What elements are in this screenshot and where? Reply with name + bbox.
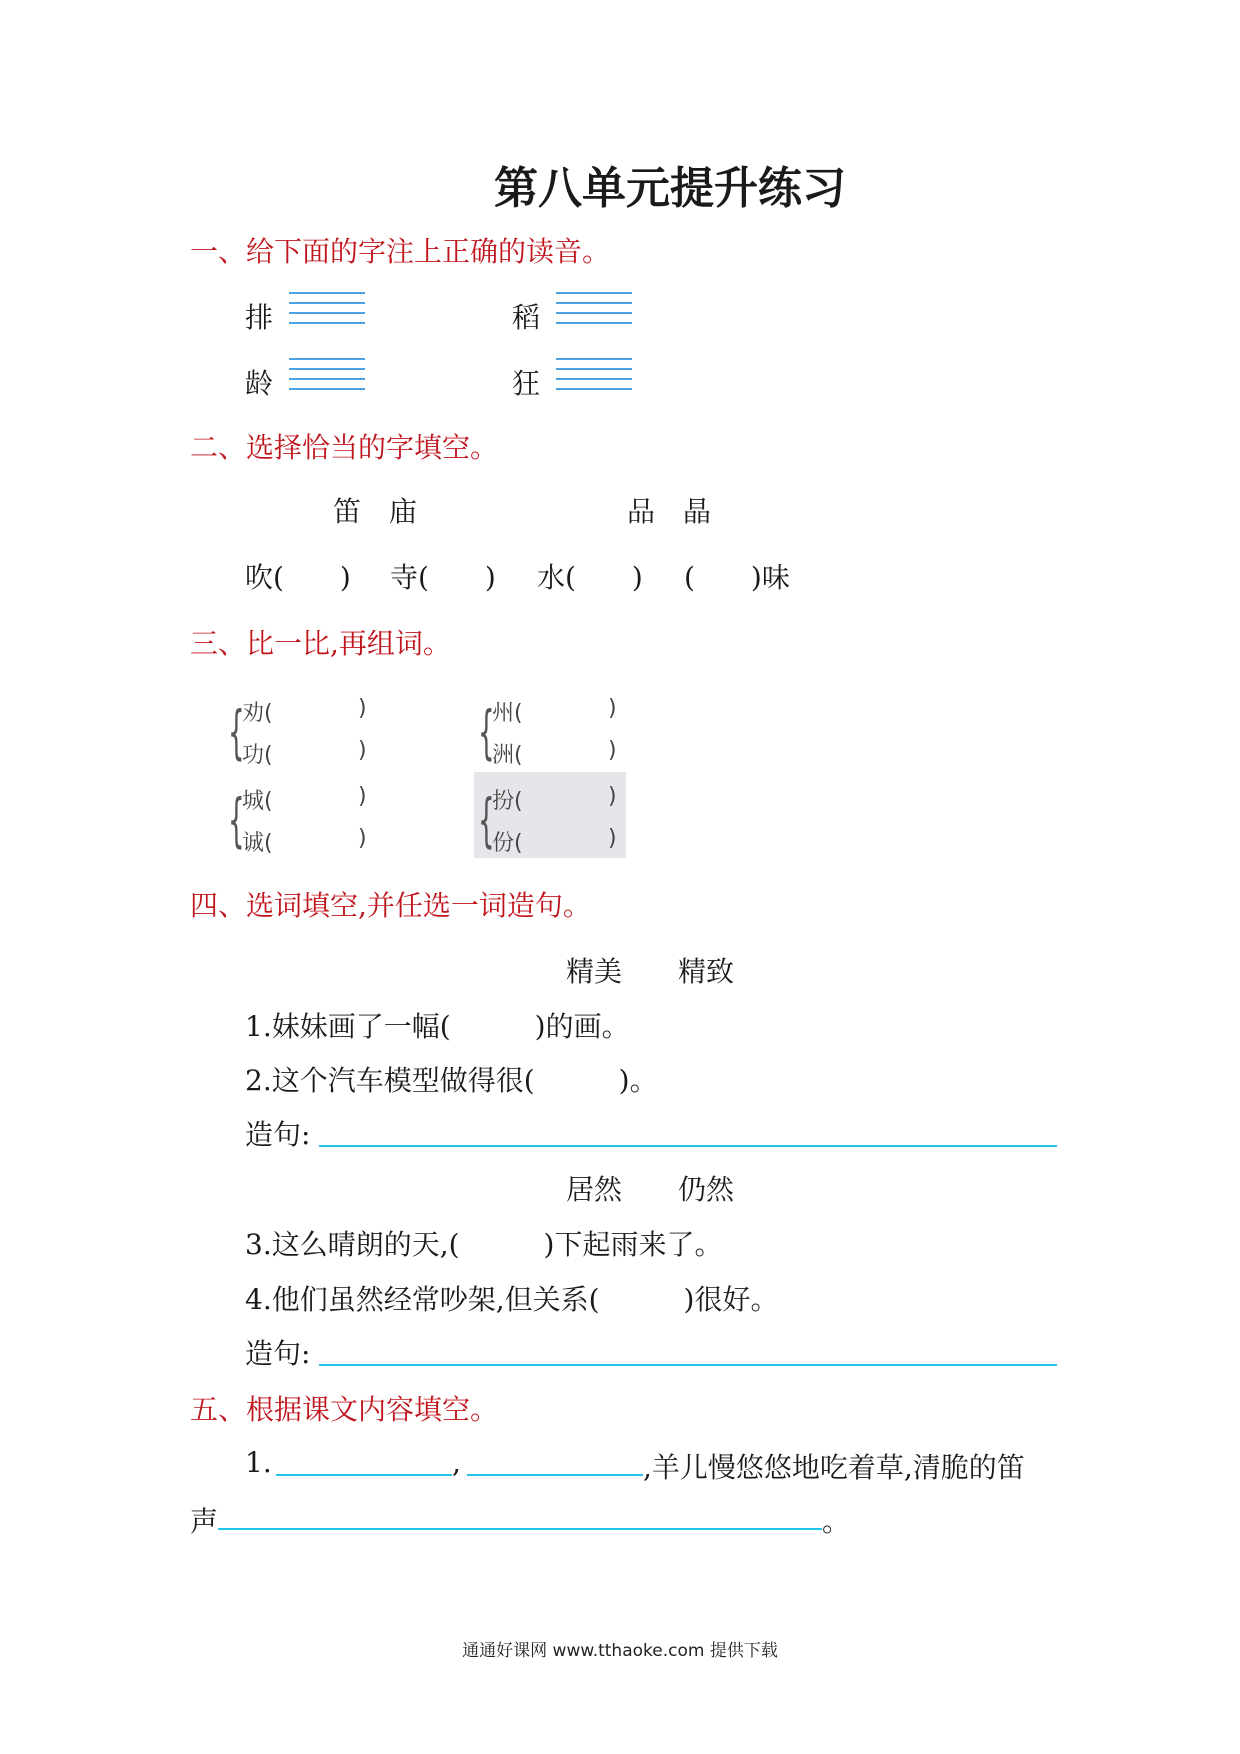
section-1-heading: 一、给下面的字注上正确的读音。: [190, 235, 611, 268]
fill-line-1[interactable]: [276, 1474, 452, 1476]
blank-si[interactable]: 寺( ): [390, 561, 496, 594]
sentence-line-1[interactable]: [319, 1145, 1057, 1147]
pair-4-a-close: ): [608, 784, 617, 809]
char-dao: 稻: [512, 301, 541, 334]
pair-3-b[interactable]: 诚(: [242, 831, 273, 856]
pair-2-b-close: ): [608, 738, 617, 763]
pair-1-a[interactable]: 劝(: [242, 701, 273, 726]
pair-1-a-close: ): [358, 696, 367, 721]
compare-pair-3: [228, 784, 388, 864]
footer-text: 通通好课网 www.tthaoke.com 提供下载: [462, 1641, 778, 1661]
brace-icon: {: [478, 786, 495, 854]
pinyin-lines-2[interactable]: [556, 292, 632, 322]
sentence-line-2[interactable]: [319, 1364, 1057, 1366]
char-ling: 龄: [245, 367, 274, 400]
brace-icon: {: [478, 698, 495, 766]
section-4-heading: 四、选词填空,并任选一词造句。: [190, 889, 591, 922]
question-2[interactable]: 2.这个汽车模型做得很( )。: [245, 1064, 658, 1097]
make-sentence-label-2: 造句:: [245, 1337, 311, 1370]
question-3[interactable]: 3.这么晴朗的天,( )下起雨来了。: [245, 1228, 723, 1261]
pair-4-b-close: ): [608, 826, 617, 851]
word-choices-2: 居然 仍然: [566, 1173, 735, 1206]
blank-chui[interactable]: 吹( ): [245, 561, 351, 594]
section-2-heading: 二、选择恰当的字填空。: [190, 431, 499, 464]
pinyin-lines-4[interactable]: [556, 358, 632, 388]
fill-text: ,羊儿慢悠悠地吃着草,清脆的笛: [643, 1451, 1025, 1484]
brace-icon: {: [228, 786, 245, 854]
fill-line-2[interactable]: [467, 1474, 643, 1476]
compare-pair-4: [478, 784, 638, 864]
brace-icon: {: [228, 698, 245, 766]
pair-3-a[interactable]: 城(: [242, 789, 273, 814]
pair-1-b-close: ): [358, 738, 367, 763]
char-pai: 排: [245, 301, 274, 334]
make-sentence-label-1: 造句:: [245, 1118, 311, 1151]
compare-pair-2: [478, 696, 638, 776]
fill-line2-start: 声: [190, 1505, 219, 1538]
question-4[interactable]: 4.他们虽然经常吵架,但关系( )很好。: [245, 1283, 779, 1316]
pair-4-a[interactable]: 扮(: [492, 789, 523, 814]
pair-3-a-close: ): [358, 784, 367, 809]
pinyin-lines-3[interactable]: [289, 358, 365, 388]
word-choices-1: 精美 精致: [566, 955, 735, 988]
fill-line-3[interactable]: [218, 1528, 822, 1530]
char-group-1: 笛 庙: [333, 495, 418, 528]
pair-4-b[interactable]: 份(: [492, 831, 523, 856]
fill-number: 1.: [245, 1446, 272, 1479]
pair-3-b-close: ): [358, 826, 367, 851]
section-3-heading: 三、比一比,再组词。: [190, 627, 451, 660]
question-1[interactable]: 1.妹妹画了一幅( )的画。: [245, 1010, 630, 1043]
pair-2-b[interactable]: 洲(: [492, 743, 523, 768]
section-5-heading: 五、根据课文内容填空。: [190, 1393, 499, 1426]
char-group-2: 品 晶: [627, 495, 712, 528]
blank-shui[interactable]: 水( ): [537, 561, 643, 594]
fill-comma: ,: [452, 1446, 461, 1479]
page-title: 第八单元提升练习: [494, 163, 846, 214]
pair-2-a[interactable]: 州(: [492, 701, 523, 726]
pair-2-a-close: ): [608, 696, 617, 721]
pinyin-lines-1[interactable]: [289, 292, 365, 322]
compare-pair-1: [228, 696, 388, 776]
fill-end: 。: [822, 1505, 851, 1538]
pair-1-b[interactable]: 功(: [242, 743, 273, 768]
char-kuang: 狂: [512, 367, 541, 400]
blank-wei[interactable]: ( )味: [684, 561, 790, 594]
